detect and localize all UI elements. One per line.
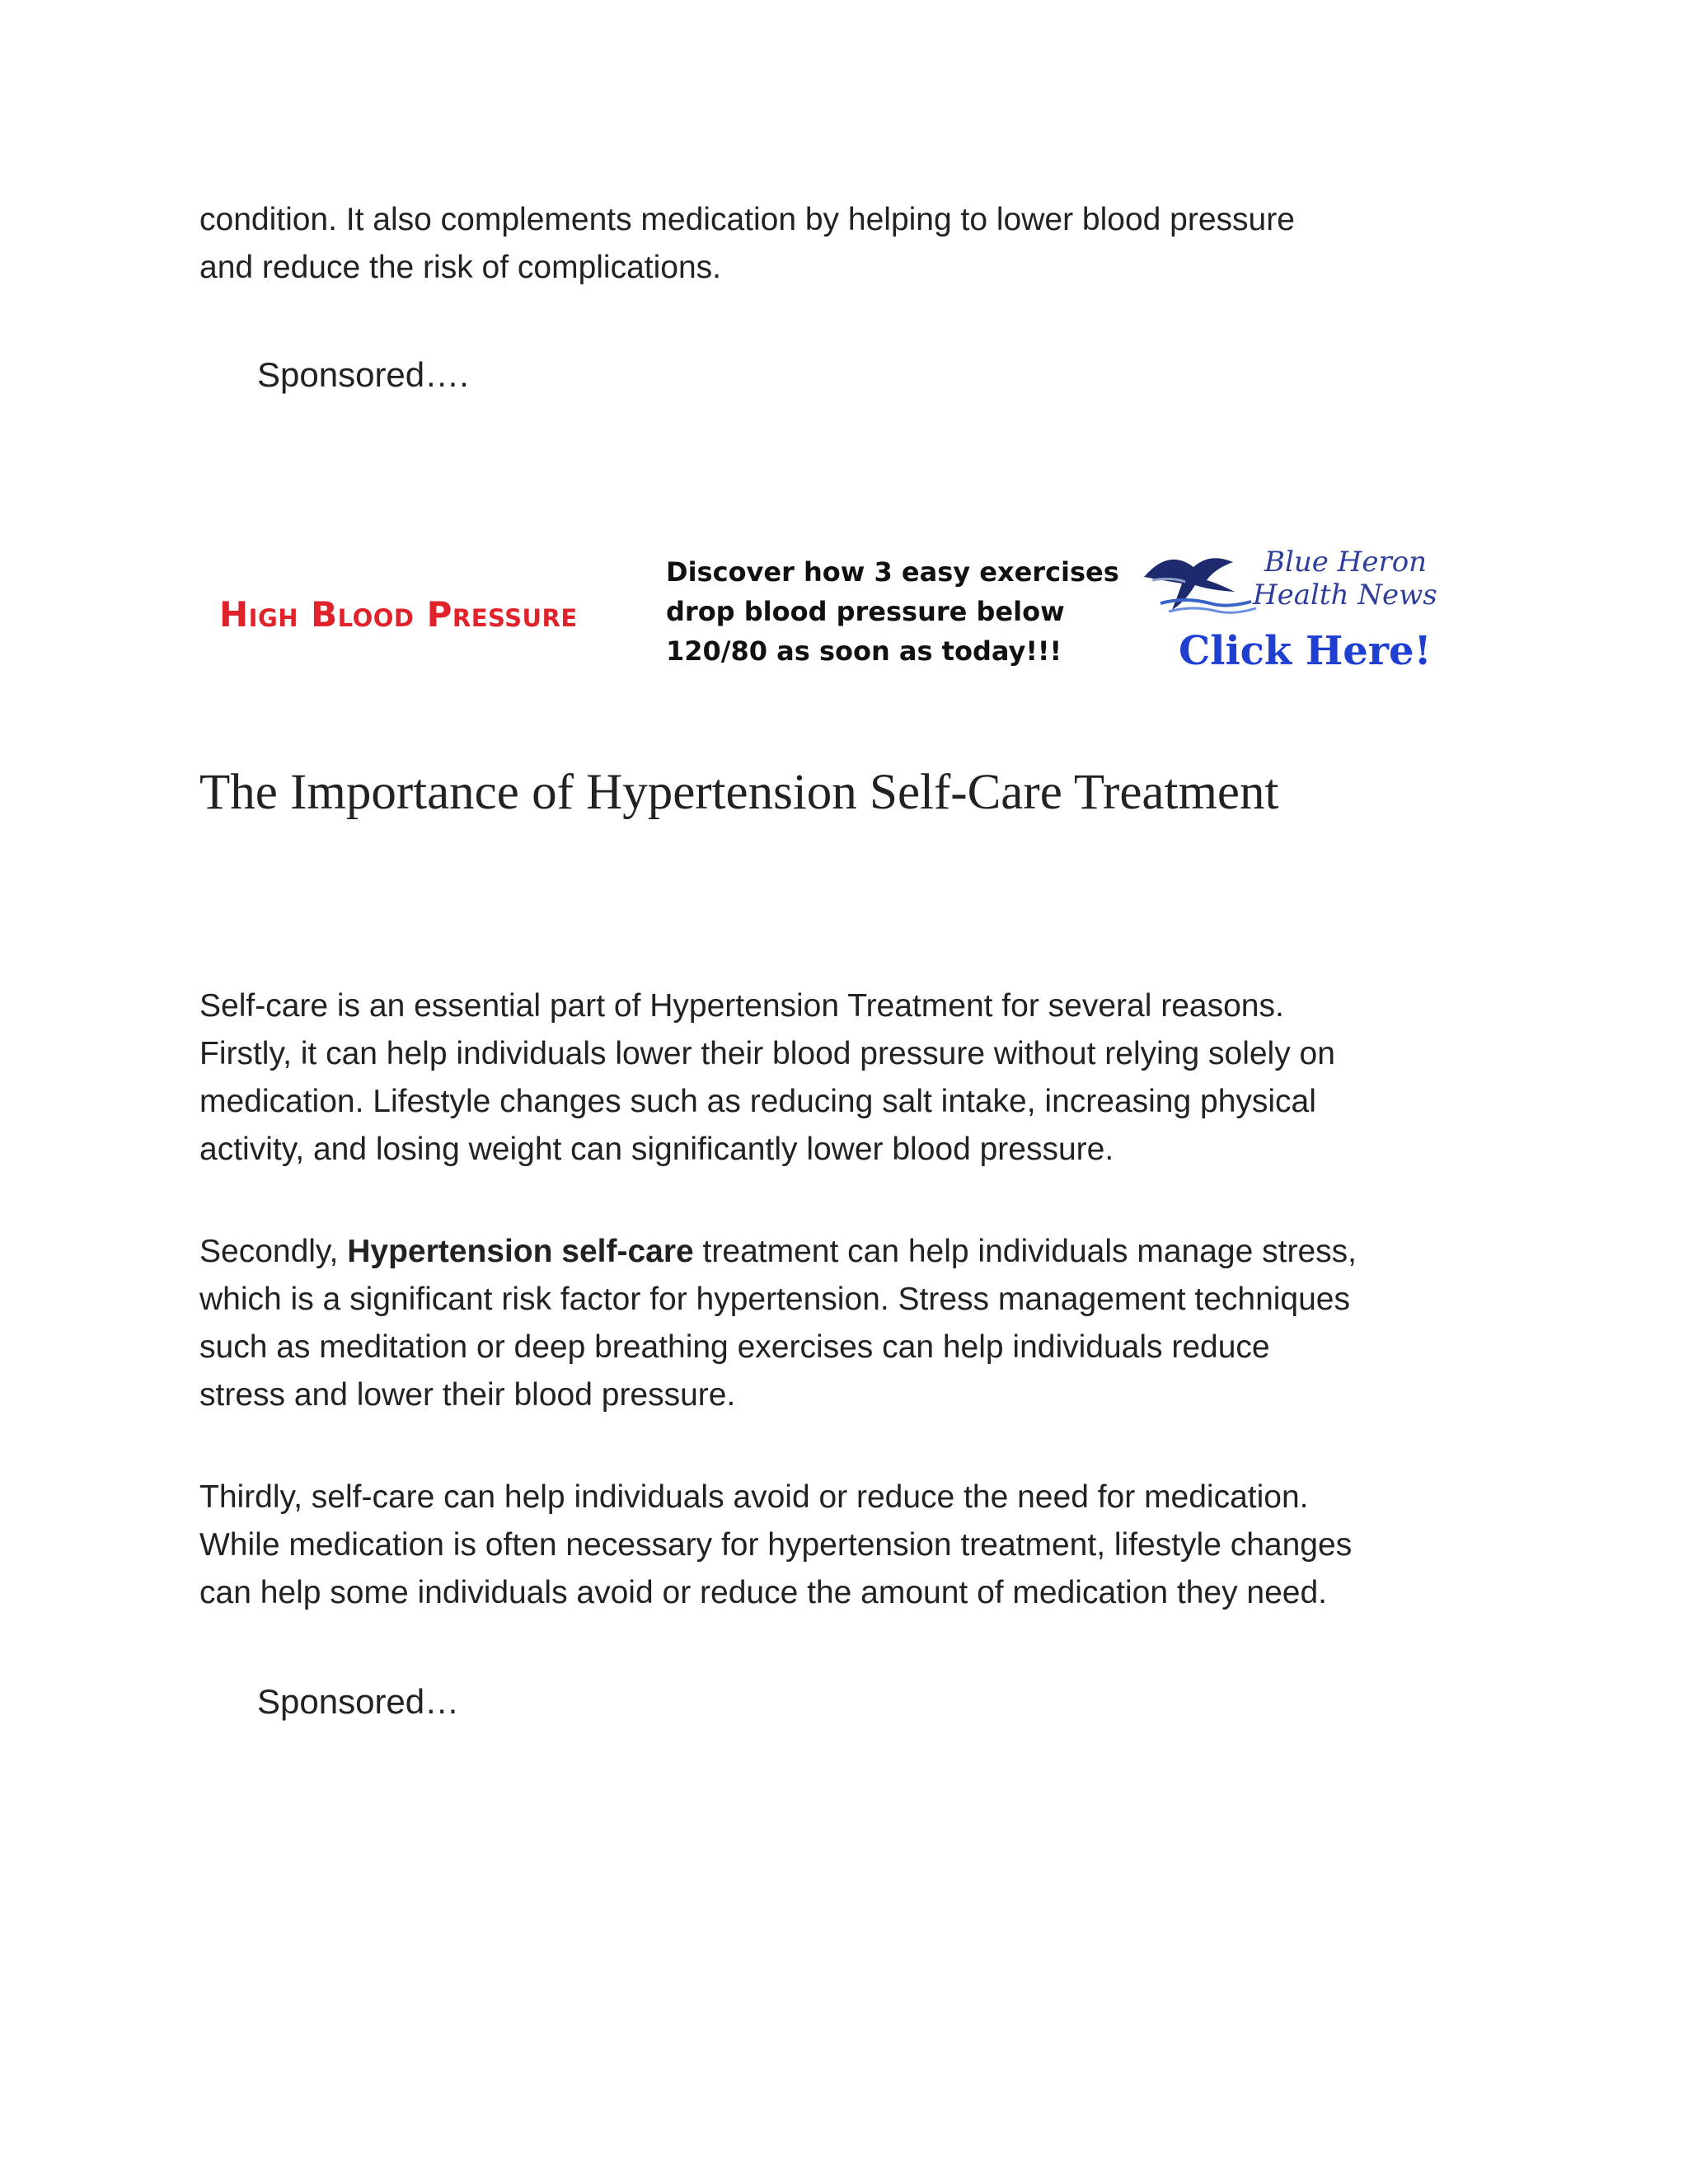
brand-line: Health News — [1253, 579, 1437, 612]
ad-headline: High Blood Pressure — [219, 594, 578, 635]
text-line: While medication is often necessary for hypertension treatment, lifestyle changes — [199, 1527, 1353, 1563]
text-line: which is a significant risk factor for hypertension. Stress management techniques — [199, 1282, 1351, 1317]
text-line: Self-care is an essential part of Hypertension Treatment for several reasons. — [199, 988, 1284, 1024]
intro-paragraph — [199, 196, 1518, 292]
ad-text-line: drop blood pressure below — [666, 596, 1065, 627]
text-line: stress and lower their blood pressure. — [199, 1377, 736, 1413]
brand-logo — [1146, 544, 1459, 618]
paragraph-self-care — [199, 982, 1518, 1174]
text-line: Firstly, it can help individuals lower their blood pressure without relying solely on — [199, 1036, 1335, 1071]
text-line: such as meditation or deep breathing exercises can help individuals reduce — [199, 1329, 1270, 1365]
text-line: Thirdly, self-care can help individuals avoid or reduce the need for medication. — [199, 1479, 1309, 1515]
ad-text-line: 120/80 as soon as today!!! — [666, 635, 1062, 667]
text-line: can help some individuals avoid or reduce the amount of medication they need. — [199, 1575, 1328, 1610]
text-suffix: treatment can help individuals manage stress, — [693, 1234, 1357, 1269]
text-line: activity, and losing weight can significantly lower blood pressure. — [199, 1132, 1114, 1167]
bold-keyword: Hypertension self-care — [347, 1234, 694, 1269]
text-prefix: Secondly, — [199, 1234, 348, 1269]
paragraph-medication — [199, 1474, 1518, 1617]
brand-name — [1253, 546, 1437, 612]
paragraph-stress — [199, 1228, 1518, 1419]
sponsored-label: Sponsored…. — [257, 355, 469, 394]
text-line: condition. It also complements medication by helping to lower blood pressure — [199, 202, 1295, 237]
text-line: and reduce the risk of complications. — [199, 250, 721, 285]
text-line — [199, 1228, 1518, 1276]
sponsored-label: Sponsored… — [257, 1682, 460, 1721]
text-line: medication. Lifestyle changes such as reducing salt intake, increasing physical — [199, 1084, 1316, 1119]
heron-bird-icon — [1136, 544, 1259, 618]
ad-banner[interactable] — [201, 536, 1470, 701]
ad-description — [666, 552, 1119, 671]
ad-text-line: Discover how 3 easy exercises — [666, 556, 1119, 588]
brand-line: Blue Heron — [1264, 546, 1428, 579]
click-here-button[interactable]: Click Here! — [1179, 628, 1432, 674]
section-heading: The Importance of Hypertension Self-Care Treatment — [199, 765, 1279, 820]
